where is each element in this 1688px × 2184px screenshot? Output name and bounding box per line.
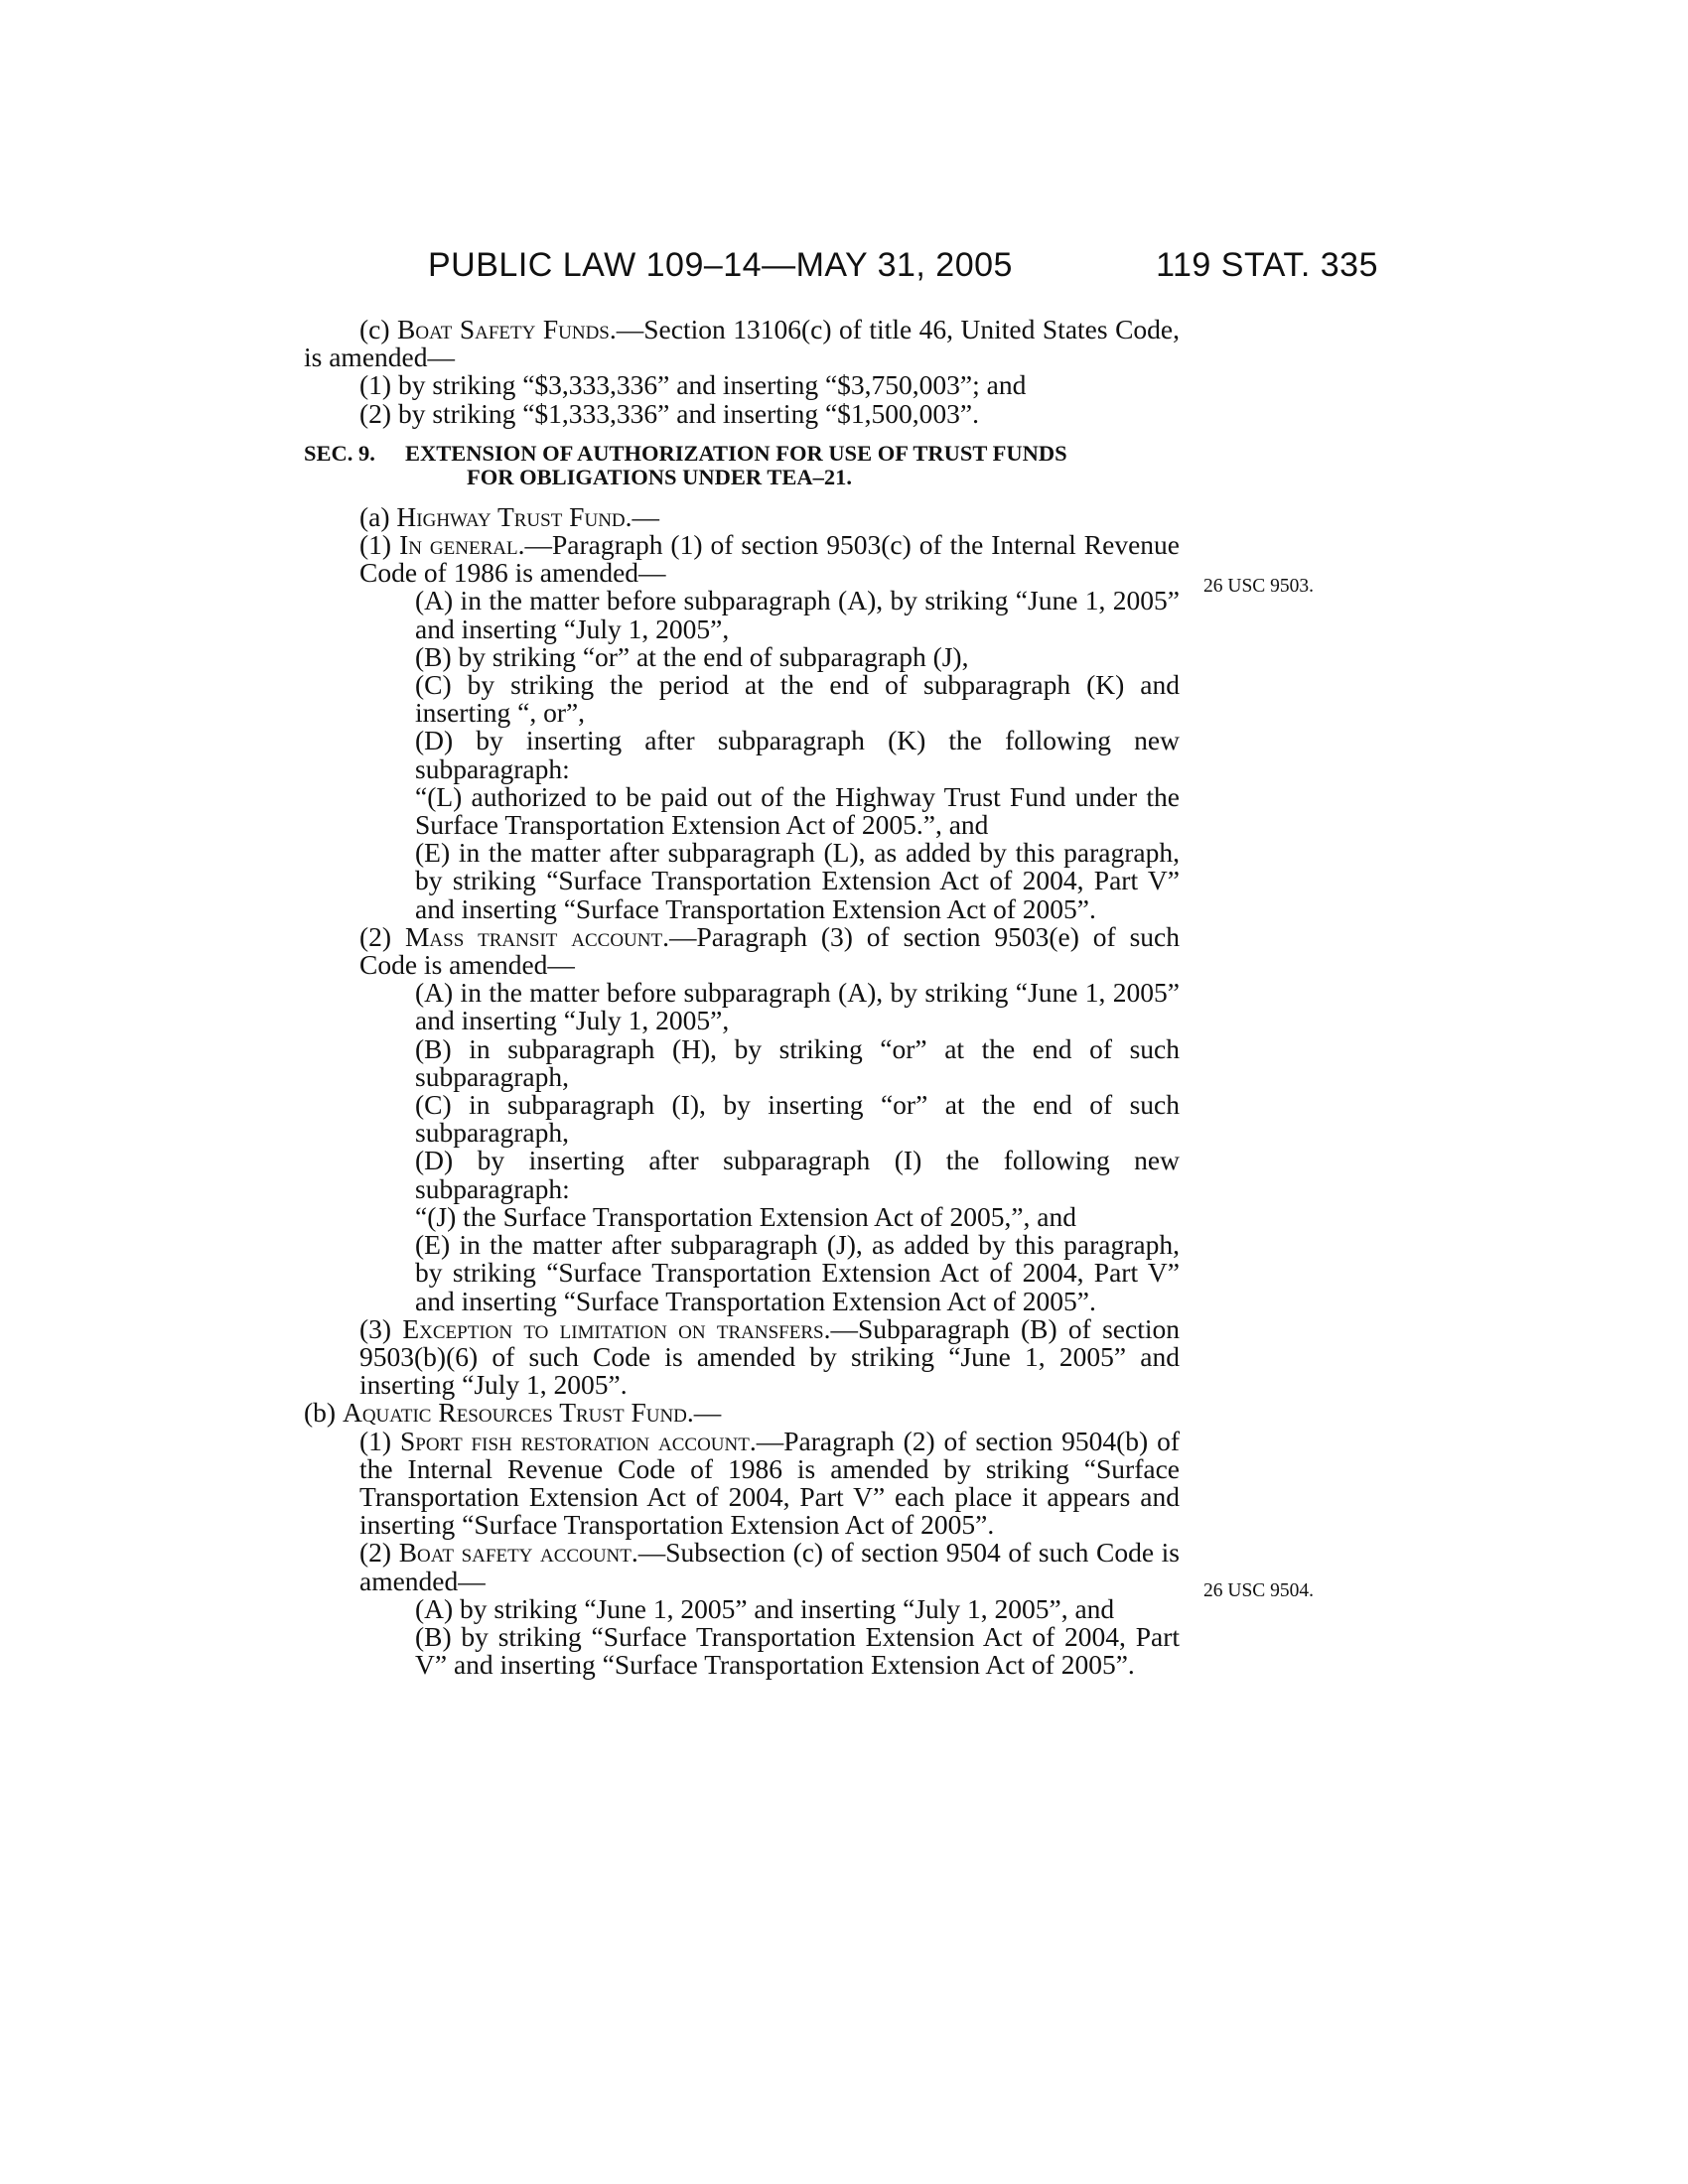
paragraph-a-2-B: (B) in subparagraph (H), by striking “or” at the end of such subparagraph, <box>415 1032 1180 1092</box>
paragraph-a-2 <box>304 920 1180 981</box>
paragraph-b-1-text: .—Paragraph (2) of section 9504(b) of the Internal Revenue Code of 1986 is amended by striking “Surface Transportation Extension Act of 2004, Part V” each place it appears and inserting “Surface Transportation Extension Act of 2005”. <box>359 1425 1180 1541</box>
paragraph-b-2-A: (A) by striking “June 1, 2005” and inserting “July 1, 2005”, and <box>415 1592 1115 1624</box>
paragraph-a-3-heading: Exception to limitation on transfers <box>402 1312 824 1344</box>
subsection-a-tail: .— <box>625 500 660 532</box>
document-body <box>304 316 1180 1679</box>
paragraph-b-1-heading: Sport fish restoration account <box>399 1425 750 1456</box>
subsection-b-tail: .— <box>686 1397 722 1429</box>
paragraph-a-1 <box>304 531 1180 587</box>
paragraph-b-1 <box>304 1425 1180 1541</box>
subsection-c-heading: Boat Safety Funds <box>397 314 610 344</box>
subsection-a-heading: Highway Trust Fund <box>396 500 626 532</box>
paragraph-a-1-B: (B) by striking “or” at the end of subparagraph (J), <box>415 640 969 672</box>
paragraph-a-3 <box>304 1312 1180 1401</box>
margin-note-usc-9504: 26 USC 9504. <box>1203 1580 1315 1601</box>
page-header-stat: 119 STAT. 335 <box>1156 246 1378 284</box>
paragraph-b-2-text: .—Subsection (c) of section 9504 of such Code is amended— <box>359 1537 1180 1596</box>
paragraph-a-1-C: (C) by striking the period at the end of subparagraph (K) and inserting “, or”, <box>415 669 1180 729</box>
paragraph-a-3-label: (3) <box>359 1312 403 1344</box>
paragraph-a-1-L: “(L) authorized to be paid out of the Highway Trust Fund under the Surface Transportation Extension Act of 2005.”, and <box>415 780 1180 841</box>
paragraph-b-1-label: (1) <box>359 1425 400 1456</box>
subsection-a-label: (a) <box>359 500 397 532</box>
paragraph-b-2-label: (2) <box>359 1537 399 1569</box>
section-9-title-line-1: EXTENSION OF AUTHORIZATION FOR USE OF TRUST FUNDS <box>405 440 1067 466</box>
subsection-c-label: (c) <box>359 314 398 344</box>
paragraph-a-2-text: .—Paragraph (3) of section 9503(e) of such Code is amended— <box>359 920 1180 981</box>
subsection-c-item-1: (1) by striking “$3,333,336” and inserting “$3,750,003”; and <box>359 369 1027 401</box>
section-9-label: SEC. 9. <box>304 440 375 466</box>
subsection-c <box>304 316 1180 371</box>
paragraph-a-2-C: (C) in subparagraph (I), by inserting “or” at the end of such subparagraph, <box>415 1089 1180 1149</box>
paragraph-a-1-heading: In general <box>399 529 518 561</box>
subsection-b <box>304 1399 1180 1427</box>
paragraph-a-1-E: (E) in the matter after subparagraph (L), as added by this paragraph, by striking “Surface Transportation Extension Act of 2004, Part V” and inserting “Surface Transportation Extension Act of 2005”. <box>415 837 1180 924</box>
subsection-b-label: (b) <box>304 1397 343 1429</box>
paragraph-b-2-B: (B) by striking “Surface Transportation Extension Act of 2004, Part V” and inserting “Surface Transportation Extension Act of 2005”. <box>415 1620 1180 1681</box>
paragraph-a-1-label: (1) <box>359 529 400 561</box>
paragraph-a-2-J: “(J) the Surface Transportation Extension Act of 2005,”, and <box>415 1200 1076 1232</box>
paragraph-a-2-D: (D) by inserting after subparagraph (I) the following new subparagraph: <box>415 1145 1180 1204</box>
subsection-c-text: .—Section 13106(c) of title 46, United States Code, is amended— <box>304 314 1180 373</box>
paragraph-a-2-label: (2) <box>359 920 405 952</box>
paragraph-a-1-D: (D) by inserting after subparagraph (K) the following new subparagraph: <box>415 725 1180 784</box>
paragraph-a-2-heading: Mass transit account <box>404 920 663 952</box>
paragraph-b-2-heading: Boat safety account <box>398 1537 632 1569</box>
paragraph-a-3-text: .—Subparagraph (B) of section 9503(b)(6) of such Code is amended by striking “June 1, 2005” and inserting “July 1, 2005”. <box>359 1312 1180 1401</box>
section-9-heading <box>304 442 1180 489</box>
section-9-title-line-2: FOR OBLIGATIONS UNDER TEA–21. <box>467 464 852 489</box>
paragraph-a-2-E: (E) in the matter after subparagraph (J), as added by this paragraph, by striking “Surface Transportation Extension Act of 2004, Part V” and inserting “Surface Transportation Extension Act of 2005”. <box>415 1229 1180 1316</box>
paragraph-a-1-A: (A) in the matter before subparagraph (A), by striking “June 1, 2005” and inserting “July 1, 2005”, <box>415 585 1180 644</box>
subsection-b-heading: Aquatic Resources Trust Fund <box>342 1397 687 1429</box>
subsection-a <box>304 500 1180 532</box>
margin-note-usc-9503: 26 USC 9503. <box>1203 576 1315 597</box>
page-header-title: PUBLIC LAW 109–14—MAY 31, 2005 <box>428 246 1013 284</box>
paragraph-a-1-text: .—Paragraph (1) of section 9503(c) of the Internal Revenue Code of 1986 is amended— <box>359 529 1180 589</box>
paragraph-b-2 <box>304 1539 1180 1594</box>
subsection-c-item-2: (2) by striking “$1,333,336” and inserting “$1,500,003”. <box>359 397 979 429</box>
paragraph-a-2-A: (A) in the matter before subparagraph (A), by striking “June 1, 2005” and inserting “July 1, 2005”, <box>415 977 1180 1036</box>
